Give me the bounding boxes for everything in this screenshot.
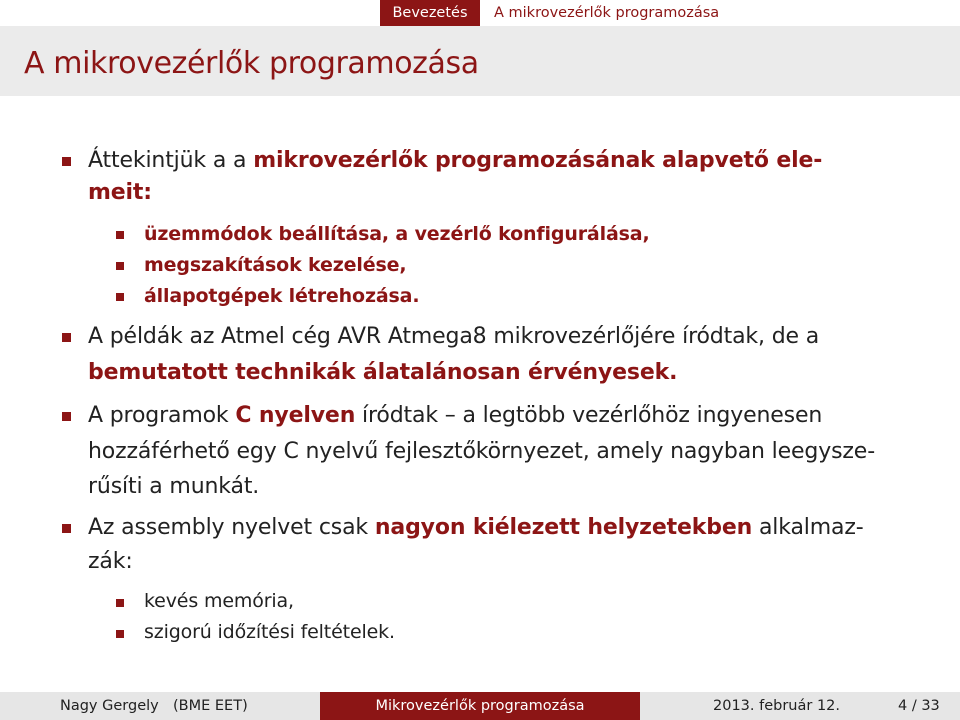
- nav-subsection[interactable]: A mikrovezérlők programozása: [494, 5, 720, 21]
- bullet-2-line-2: [88, 356, 677, 390]
- bullet-square-icon: [62, 157, 71, 166]
- bullet-square-icon: [62, 333, 71, 342]
- sub-item-text: üzemmódok beállítása, a vezérlő konfigurálása,: [144, 223, 650, 245]
- bullet-3-emphasis: C nyelven: [235, 403, 356, 428]
- footer-date: 2013. február 12.: [713, 698, 841, 714]
- sub-item: [144, 219, 650, 249]
- bullet-4-line-1: [88, 511, 864, 545]
- bullet-3-line-1: [88, 399, 822, 433]
- sub-bullet-square-icon: [116, 231, 124, 239]
- bullet-4-line-2: zák:: [88, 549, 133, 574]
- bullet-3-post: íródtak – a legtöbb vezérlőhöz ingyenesen: [355, 403, 823, 428]
- sub-item-text: állapotgépek létrehozása.: [144, 285, 420, 307]
- bullet-1-cont: meit:: [88, 180, 152, 205]
- bullet-1-pre: Áttekintjük a a: [88, 148, 254, 173]
- bullet-2-line-1: A példák az Atmel cég AVR Atmega8 mikrovezérlőjére íródtak, de a: [88, 324, 820, 349]
- footer: [0, 692, 960, 720]
- footer-date-block: [640, 692, 960, 720]
- footer-author: Nagy Gergely: [60, 698, 159, 714]
- bullet-square-icon: [62, 412, 71, 421]
- sub-item: [144, 281, 419, 311]
- bullet-3-line-3: rűsíti a munkát.: [88, 474, 260, 499]
- sub-item: [144, 250, 406, 280]
- bullet-1-line-1: [88, 144, 822, 178]
- bullet-square-icon: [62, 524, 71, 533]
- bullet-3-line-2: hozzáférhető egy C nyelvű fejlesztőkörnyezet, amely nagyban leegysze-: [88, 439, 875, 464]
- sub-bullet-square-icon: [116, 262, 124, 270]
- bullet-4-pre: Az assembly nyelvet csak: [88, 515, 375, 540]
- footer-author-block: [0, 692, 320, 720]
- bullet-1-emphasis: mikrovezérlők programozásának alapvető ele-: [253, 148, 823, 173]
- sub-bullet-square-icon: [116, 630, 124, 638]
- nav-section-current[interactable]: Bevezetés: [380, 0, 480, 26]
- slide-title: A mikrovezérlők programozása: [24, 46, 479, 81]
- sub-item: szigorú időzítési feltételek.: [144, 621, 395, 643]
- footer-page-number: 4 / 33: [898, 698, 940, 714]
- bullet-4-emphasis: nagyon kiélezett helyzetekben: [374, 515, 753, 540]
- sub-item: kevés memória,: [144, 590, 294, 612]
- bullet-4-post: alkalmaz-: [752, 515, 864, 540]
- bullet-2-emphasis: bemutatott technikák álatalánosan érvényesek.: [88, 360, 678, 385]
- bullet-3-pre: A programok: [88, 403, 236, 428]
- bullet-1-line-2: [88, 176, 152, 210]
- sub-bullet-square-icon: [116, 599, 124, 607]
- footer-title: Mikrovezérlők programozása: [320, 692, 640, 720]
- sub-bullet-square-icon: [116, 293, 124, 301]
- sub-item-text: megszakítások kezelése,: [144, 254, 407, 276]
- footer-institute: (BME EET): [173, 698, 248, 714]
